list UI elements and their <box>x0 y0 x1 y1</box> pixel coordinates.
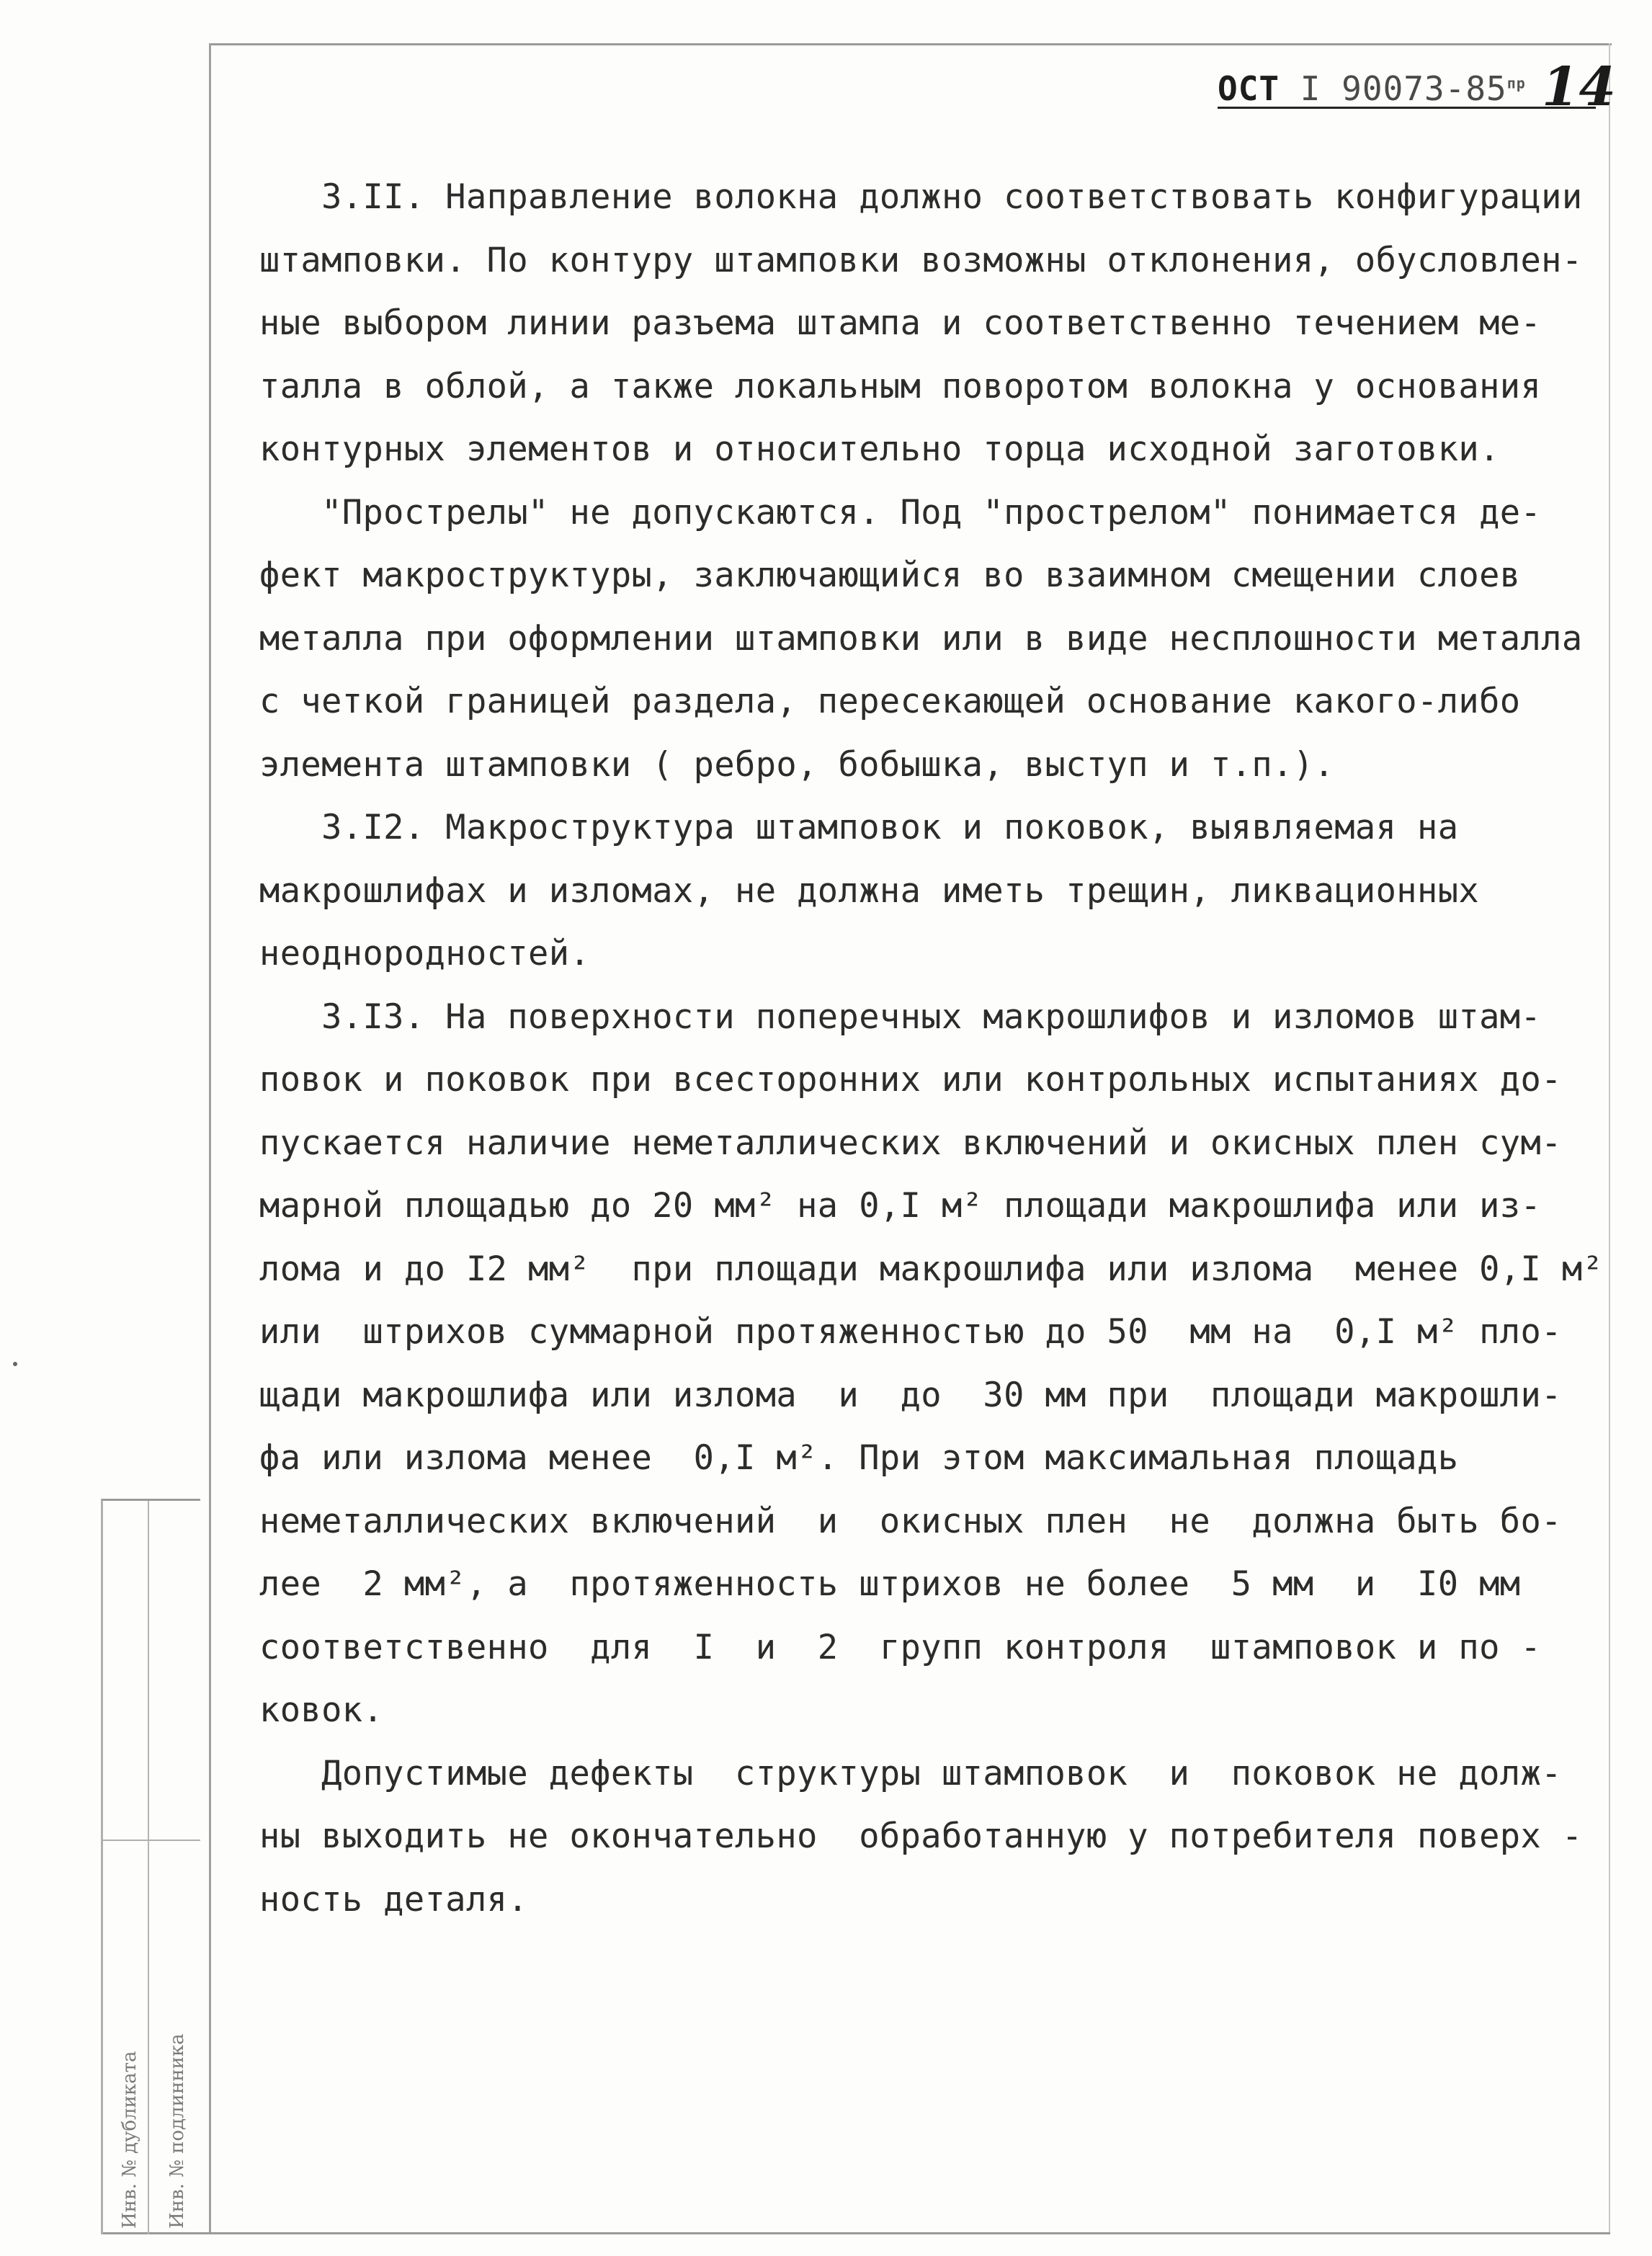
frame-top-border <box>210 43 1612 45</box>
text-line: 3.I3. На поверхности поперечных макрошлифов и изломов штам- <box>259 997 1542 1037</box>
text-line: фа или излома менее 0,I м². При этом максимальная площадь <box>259 1438 1459 1478</box>
text-line: с четкой границей раздела, пересекающей основание какого-либо <box>259 682 1521 721</box>
text-line: металла при оформлении штамповки или в виде несплошности металла <box>259 618 1583 659</box>
text-line: контурных элементов и относительно торца исходной заготовки. <box>259 429 1500 469</box>
text-line: ность деталя. <box>259 1879 529 1920</box>
text-line: марной площадью до 20 мм² на 0,I м² площади макрошлифа или из- <box>259 1186 1542 1226</box>
code-number: I 90073-85 <box>1300 69 1507 108</box>
margin-column-divider <box>148 1501 149 2234</box>
text-line: ны выходить не окончательно обработанную у потребителя поверх - <box>259 1816 1583 1856</box>
code-suffix: пр <box>1506 74 1526 92</box>
frame-left-border <box>209 43 211 2234</box>
text-line: неоднородностей. <box>259 934 591 973</box>
text-line: соответственно для I и 2 групп контроля штамповок и по - <box>259 1627 1542 1667</box>
page-number: 14 <box>1542 56 1616 118</box>
body-text <box>259 166 1604 1931</box>
frame-bottom-border <box>101 2232 1610 2234</box>
text-line: макрошлифах и изломах, не должна иметь трещин, ликвационных <box>259 870 1480 911</box>
text-line: повок и поковок при всесторонних или контрольных испытаниях до- <box>259 1060 1562 1100</box>
margin-row-divider <box>103 1840 200 1841</box>
text-line: фект макроструктуры, заключающийся во взаимном смещении слоев <box>259 556 1521 595</box>
text-line: ные выбором линии разъема штампа и соответственно течением ме- <box>259 303 1542 343</box>
text-line: ковок. <box>259 1690 384 1730</box>
frame-right-border <box>1609 43 1610 2234</box>
header-underline <box>1218 107 1596 109</box>
inv-dubl-label: Инв. № дубликата <box>119 2051 140 2229</box>
text-line: лее 2 мм², а протяженность штрихов не более 5 мм и I0 мм <box>259 1564 1521 1604</box>
text-line: Допустимые дефекты структуры штамповок и поковок не долж- <box>259 1753 1562 1793</box>
text-line: штамповки. По контуру штамповки возможны отклонения, обусловлен- <box>259 240 1583 280</box>
text-line: 3.II. Направление волокна должно соответствовать конфигурации <box>259 177 1583 217</box>
text-line: талла в облой, а также локальным поворотом волокна у основания <box>259 366 1542 406</box>
text-line: пускается наличие неметаллических включений и окисных плен сум- <box>259 1123 1562 1163</box>
text-line: лома и до I2 мм² при площади макрошлифа или излома менее 0,I м² <box>259 1249 1604 1289</box>
margin-stamp-box <box>101 1499 200 2234</box>
text-line: или штрихов суммарной протяженностью до 50 мм на 0,I м² пло- <box>259 1312 1562 1352</box>
punch-mark <box>13 1362 17 1366</box>
document-code <box>1218 69 1526 108</box>
text-line: элемента штамповки ( ребро, бобышка, выступ и т.п.). <box>259 744 1335 785</box>
text-line: неметаллических включений и окисных плен не должна быть бо- <box>259 1501 1562 1541</box>
text-line: 3.I2. Макроструктура штамповок и поковок, выявляемая на <box>259 808 1459 847</box>
code-prefix: ОСТ <box>1218 69 1280 108</box>
text-line: "Прострелы" не допускаются. Под "прострелом" понимается де- <box>259 492 1542 532</box>
inv-podl-label: Инв. № подлинника <box>166 2033 188 2229</box>
text-line: щади макрошлифа или излома и до 30 мм при площади макрошли- <box>259 1375 1562 1415</box>
